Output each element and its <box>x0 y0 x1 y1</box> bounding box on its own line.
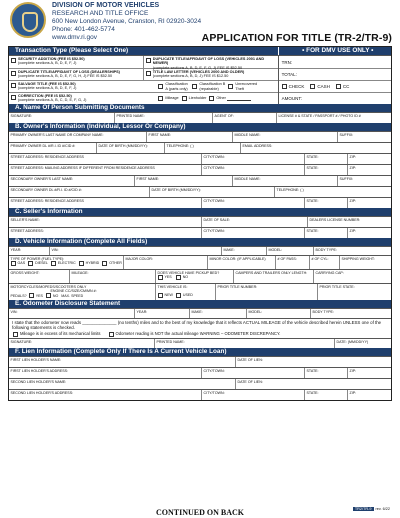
checkbox[interactable] <box>158 84 163 89</box>
section-d-bar: D. Vehicle Information (Complete All Fields) <box>9 238 391 246</box>
correction-mileage[interactable] <box>158 96 178 102</box>
trn-label: TRN: <box>281 59 293 65</box>
option-label: Unrecovered Theft <box>235 82 258 91</box>
b-row-primary-name <box>9 131 391 142</box>
moto-label: MOTORCYCLES/MOPEDS/SCOOTERS ONLY <box>10 284 87 289</box>
checkbox[interactable] <box>28 261 33 266</box>
field-zip[interactable]: ZIP: <box>347 390 391 400</box>
field-first-lien-date[interactable]: DATE OF LIEN: <box>235 357 391 367</box>
option-label: YES <box>164 275 172 280</box>
field-fuel-type <box>9 256 123 269</box>
field-first-name[interactable]: FIRST NAME: <box>134 176 232 186</box>
odometer-excess[interactable] <box>13 331 101 337</box>
fee-sub: (complete sections A, B, D, E, F, G, J) FEE IS $52.50 <box>152 65 243 70</box>
fuel-options <box>11 261 122 267</box>
field-camper-length[interactable]: CAMPERS AND TRAILERS ONLY LENGTH: <box>233 270 313 283</box>
fee-sub: (complete sections A, B, D, J) FEE IS $12.50 <box>152 74 229 79</box>
option-label: Odometer reading is NOT the actual mileage WARNING – ODOMETER DISCREPANCY. <box>115 330 281 336</box>
c-row-address <box>9 227 391 238</box>
field-suffix[interactable]: SUFFIX: <box>337 176 391 186</box>
field-agent-of[interactable]: AGENT OF: <box>212 113 276 123</box>
field-date-of-sale[interactable]: DATE OF SALE: <box>201 217 307 227</box>
fee-sub: (complete sections A, B, D, E, F, J) <box>18 86 77 91</box>
field-primary-dob[interactable]: DATE OF BIRTH (MM/DD/YY): <box>96 143 164 153</box>
field-first-name[interactable]: FIRST NAME: <box>146 132 232 142</box>
field-motorcycle <box>9 284 155 300</box>
field-printed-name[interactable]: PRINTED NAME: <box>154 339 334 348</box>
e-row-vehicle <box>9 308 391 318</box>
option-label: Mileage <box>165 96 179 101</box>
section-e-bar: E. Odometer Disclosure Statement <box>9 300 391 308</box>
vehicle-is-label: THIS VEHICLE IS: <box>157 284 188 289</box>
field-state[interactable]: STATE: <box>304 228 347 238</box>
checkbox[interactable] <box>146 71 151 76</box>
option-label: Other <box>216 96 226 101</box>
checkbox[interactable] <box>158 96 163 101</box>
field-gross-weight[interactable]: GROSS WEIGHT: <box>10 270 40 275</box>
pay-check[interactable] <box>282 84 305 90</box>
field-secondary-dl[interactable]: SECONDARY OWNER DL #/R.I. ID #/CID #: <box>10 187 82 192</box>
moto-pedals <box>11 293 154 299</box>
option-label: OTHER <box>109 261 122 266</box>
option-label: NO <box>182 275 189 280</box>
correction-options <box>156 93 277 104</box>
checkbox[interactable] <box>29 293 34 298</box>
field-primary-telephone[interactable]: TELEPHONE: ( ) <box>164 143 240 153</box>
b-row-residence <box>9 153 391 164</box>
b-row-secondary-name <box>9 175 391 186</box>
option-label: HYBRID <box>85 261 100 266</box>
field-vin[interactable]: VIN: <box>49 247 221 255</box>
transaction-bar: Transaction Type (Please Select One) <box>9 47 278 55</box>
e-row-signature <box>9 338 391 348</box>
field-state[interactable]: STATE: <box>304 165 347 175</box>
checkbox[interactable] <box>11 261 16 266</box>
salvage-class-a[interactable] <box>158 82 189 91</box>
checkbox[interactable] <box>13 332 18 337</box>
option-label: GAS <box>17 261 26 266</box>
d-row-1 <box>9 246 391 255</box>
field-make[interactable]: MAKE: <box>189 309 246 318</box>
field-secondary-last-name[interactable]: SECONDARY OWNER'S LAST NAME: <box>10 176 74 181</box>
field-zip[interactable]: ZIP: <box>347 198 391 208</box>
form-revision: rev. 6/22 <box>375 507 390 511</box>
field-prior-title-state[interactable]: PRIOR TITLE STATE: <box>317 284 391 300</box>
correction-other[interactable] <box>209 96 251 102</box>
fee-option-dealership[interactable] <box>9 69 143 80</box>
field-vin[interactable]: VIN: <box>10 309 18 314</box>
amount-label: AMOUNT: <box>281 96 302 101</box>
field-body-type[interactable]: BODY TYPE: <box>310 309 391 318</box>
checkbox[interactable] <box>158 293 163 298</box>
fuel-gas[interactable] <box>11 261 26 267</box>
field-city[interactable]: CITY/TOWN: <box>201 390 304 400</box>
fee-row <box>9 92 278 104</box>
d-row-4 <box>9 283 391 300</box>
pay-cc[interactable] <box>336 84 350 90</box>
fee-sub: (complete sections A, B, D, E, F, G, H, J) FEE IS $52.50 <box>18 74 113 79</box>
field-middle-name[interactable]: MIDDLE NAME: <box>232 132 337 142</box>
state-seal-logo <box>10 2 46 38</box>
checkbox[interactable] <box>11 95 16 100</box>
dmv-trn <box>279 56 391 68</box>
fee-label: SALVAGE TITLE (FEE IS $52.50) <box>18 82 76 86</box>
option-label: Lienholder <box>188 96 207 101</box>
pedals-no[interactable] <box>46 293 58 299</box>
field-city[interactable]: CITY/TOWN: <box>201 165 304 175</box>
fee-label: TITLE LAW LETTER (VEHICLES 2000 AND OLDER) <box>152 70 245 74</box>
transaction-types <box>9 55 391 104</box>
field-prior-title-number[interactable]: PRIOR TITLE NUMBER: <box>215 284 317 300</box>
field-zip[interactable]: ZIP: <box>347 165 391 175</box>
agency-office: RESEARCH AND TITLE OFFICE <box>52 10 149 17</box>
dmv-use-box <box>278 56 391 104</box>
checkbox[interactable] <box>46 293 51 298</box>
checkbox[interactable] <box>192 84 197 89</box>
salvage-class-b[interactable] <box>192 82 225 91</box>
checkbox[interactable] <box>209 96 214 101</box>
field-secondary-telephone[interactable]: TELEPHONE: ( ) <box>274 187 391 197</box>
form-frame <box>8 46 392 401</box>
b-row-secondary-id <box>9 186 391 197</box>
field-state[interactable]: STATE: <box>304 390 347 400</box>
checkbox[interactable] <box>176 275 181 280</box>
form-number <box>353 507 390 511</box>
fuel-electric[interactable] <box>51 261 76 267</box>
d-row-3 <box>9 269 391 283</box>
section-c-bar: C. Seller's Information <box>9 208 391 216</box>
odometer-options <box>9 330 391 338</box>
f-row-second-address <box>9 389 391 400</box>
transaction-bar-row <box>9 47 391 55</box>
field-state[interactable]: STATE: <box>304 154 347 164</box>
form-title: APPLICATION FOR TITLE (TR-2/TR-9) <box>201 32 392 44</box>
field-signature[interactable]: SIGNATURE: <box>10 113 33 118</box>
agency-website: www.dmv.ri.gov <box>52 34 98 41</box>
agency-name: DIVISION OF MOTOR VEHICLES <box>52 2 160 9</box>
pickup-no[interactable] <box>176 275 188 281</box>
cc-label: CC <box>342 84 350 89</box>
option-label: NO <box>52 293 59 298</box>
checkbox[interactable] <box>51 261 56 266</box>
field-make[interactable]: MAKE: <box>221 247 266 255</box>
field-second-lien-date[interactable]: DATE OF LIEN: <box>235 379 391 389</box>
field-state[interactable]: STATE: <box>304 368 347 378</box>
section-f-bar: F. Lien Information (Complete Only If There Is A Current Vehicle Loan) <box>9 348 391 356</box>
field-license-id[interactable]: LICENSE # & STATE / PASSPORT # / PHOTO ID # <box>276 113 391 123</box>
f-row-first-address <box>9 367 391 378</box>
fee-label: SECURITY ADDITION (FEE IS $52.50) <box>18 57 85 61</box>
field-cylinders[interactable]: # OF CYL: <box>309 256 339 269</box>
field-zip[interactable]: ZIP: <box>347 154 391 164</box>
correction-lienholder[interactable] <box>182 96 207 102</box>
fuel-label: TYPE OF POWER (FUEL TYPE): <box>10 256 65 261</box>
fee-options <box>9 56 278 104</box>
checkbox[interactable] <box>158 275 163 280</box>
field-major-color[interactable]: MAJOR COLOR: <box>123 256 207 269</box>
field-email[interactable]: EMAIL ADDRESS: <box>240 143 391 153</box>
field-city[interactable]: CITY/TOWN: <box>201 154 304 164</box>
pay-cash[interactable] <box>310 84 330 90</box>
max-speed-label[interactable]: MAX. SPEED <box>61 293 84 298</box>
field-primary-last-name[interactable]: PRIMARY OWNER'S LAST NAME OR COMPANY NAME: <box>10 132 104 137</box>
field-street-mailing[interactable]: STREET ADDRESS: MAILING ADDRESS IF DIFFERENT FROM RESIDENCE ADDRESS <box>10 165 155 170</box>
header <box>8 2 392 45</box>
field-mileage[interactable]: MILEAGE: <box>69 270 155 283</box>
dmv-payment <box>279 80 391 92</box>
check-label: CHECK <box>288 84 305 89</box>
field-suffix[interactable]: SUFFIX: <box>337 132 391 142</box>
salvage-unrecovered[interactable] <box>228 82 259 91</box>
checkbox[interactable] <box>176 293 181 298</box>
checkbox[interactable] <box>146 58 151 63</box>
field-first-lien-name[interactable]: FIRST LIEN HOLDER'S NAME: <box>10 357 62 362</box>
dmv-amount <box>279 92 391 104</box>
field-pickup-bed <box>155 270 233 283</box>
field-signature[interactable]: SIGNATURE: <box>10 339 33 344</box>
field-year[interactable]: YEAR: <box>10 247 22 252</box>
vehicle-is-options <box>158 293 214 299</box>
section-a-bar: A. Name Of Person Submitting Documents <box>9 104 391 112</box>
field-state[interactable]: STATE: <box>304 198 347 208</box>
fuel-hybrid[interactable] <box>79 261 100 267</box>
fee-sub: (complete sections A, B, C, D, E, F, G, J) <box>18 98 87 103</box>
fee-label: CORRECTION (FEE IS $52.50) <box>18 94 72 98</box>
dmv-total <box>279 68 391 80</box>
continued-on-back: CONTINUED ON BACK <box>155 508 244 517</box>
vehicle-used[interactable] <box>176 293 193 299</box>
option-label: NEW <box>164 293 173 298</box>
option-label: Mileage is in excess of its mechanical limits <box>20 330 101 336</box>
field-secondary-dob[interactable]: DATE OF BIRTH (MM/DD/YY): <box>149 187 274 197</box>
pedals-label: PEDALS? <box>10 293 27 298</box>
field-passengers[interactable]: # OF PASS: <box>275 256 309 269</box>
field-zip[interactable]: ZIP: <box>347 368 391 378</box>
option-label: Classification B (repairable) <box>199 82 226 91</box>
checkbox[interactable] <box>310 84 315 89</box>
field-street-residence[interactable]: STREET ADDRESS: RESIDENCE ADDRESS <box>10 198 84 203</box>
field-carrying-cap[interactable]: CARRYING CAP: <box>313 270 391 283</box>
checkbox[interactable] <box>336 84 341 89</box>
vehicle-new[interactable] <box>158 293 173 299</box>
field-model[interactable]: MODEL: <box>266 247 313 255</box>
agency-block <box>52 2 201 42</box>
b-row-mailing <box>9 164 391 175</box>
fee-option-correction[interactable] <box>9 93 156 104</box>
checkbox[interactable] <box>282 84 287 89</box>
pedals-yes[interactable] <box>29 293 43 299</box>
fee-option-salvage[interactable] <box>9 81 156 92</box>
fuel-other[interactable] <box>102 261 122 267</box>
fee-option-security[interactable] <box>9 56 143 68</box>
field-vehicle-is <box>155 284 215 300</box>
agency-address: 600 New London Avenue, Cranston, RI 02920-3024 <box>52 18 202 25</box>
pickup-yes[interactable] <box>158 275 172 281</box>
field-second-lien-name[interactable]: SECOND LIEN HOLDER'S NAME: <box>10 379 67 384</box>
fee-sub: (complete sections A, B, D, E, F, J) <box>18 61 77 66</box>
field-street-address[interactable]: STREET ADDRESS: <box>10 228 44 233</box>
checkbox[interactable] <box>228 84 233 89</box>
checkbox[interactable] <box>109 332 114 337</box>
agency-phone: Phone: 401-462-5774 <box>52 26 115 33</box>
salvage-classes <box>156 81 277 92</box>
option-label: DIESEL <box>35 261 48 266</box>
b-row-secondary-residence <box>9 197 391 208</box>
field-middle-name[interactable]: MIDDLE NAME: <box>232 176 337 186</box>
fuel-diesel[interactable] <box>28 261 48 267</box>
fee-row <box>9 80 278 92</box>
field-year[interactable]: YEAR: <box>134 309 189 318</box>
section-b-bar: B. Owner's Information (Individual, Lessor Or Company) <box>9 123 391 131</box>
field-seller-name[interactable]: SELLER'S NAME: <box>10 217 40 222</box>
fee-label: DUPLICATE TITLE/AFFIDAVIT OF LOSS (VEHICLES 2001 AND NEWER) <box>152 57 265 66</box>
total-label: TOTAL: <box>281 72 297 77</box>
field-shipping-weight[interactable]: SHIPPING WEIGHT: <box>339 256 391 269</box>
option-label: Classification A (parts only) <box>165 82 188 91</box>
field-city[interactable]: CITY/TOWN: <box>201 368 304 378</box>
field-city[interactable]: CITY/TOWN: <box>201 228 304 238</box>
field-primary-dl[interactable]: PRIMARY OWNER DL #/R.I. ID #/CID #: <box>10 143 76 148</box>
cash-label: CASH <box>317 84 330 89</box>
checkbox[interactable] <box>11 71 16 76</box>
f-row-first-name <box>9 356 391 367</box>
fee-row <box>9 56 278 68</box>
fee-option-title-law-letter[interactable] <box>143 69 278 80</box>
odometer-statement: I state that the odometer now reads ______________ (no tenths) miles and to the best of my knowledge that it reflects ACTUAL MILEAGE of the vehicle described herein UNLESS one of the following statements is checked. <box>9 318 391 330</box>
odometer-not-actual[interactable] <box>109 331 281 337</box>
dmv-use-bar: • FOR DMV USE ONLY • <box>278 47 391 55</box>
section-a-row <box>9 112 391 123</box>
fee-option-duplicate[interactable] <box>143 56 278 68</box>
field-dealer-license[interactable]: DEALERS LICENSE NUMBER: <box>307 217 391 227</box>
c-row-seller <box>9 216 391 227</box>
field-second-lien-address[interactable]: SECOND LIEN HOLDER'S ADDRESS: <box>10 390 74 395</box>
other-line[interactable] <box>227 97 251 101</box>
option-label: USED <box>182 293 193 298</box>
checkbox[interactable] <box>11 83 16 88</box>
d-row-2 <box>9 255 391 269</box>
moto-cc-label[interactable]: ENGINE CC/SIZE/CM/MN #: <box>50 288 97 293</box>
checkbox[interactable] <box>11 58 16 63</box>
field-body-type[interactable]: BODY TYPE: <box>313 247 391 255</box>
field-model[interactable]: MODEL: <box>246 309 310 318</box>
b-row-primary-id <box>9 142 391 153</box>
field-zip[interactable]: ZIP: <box>347 228 391 238</box>
field-printed-name[interactable]: PRINTED NAME: <box>114 113 212 123</box>
pickup-label: DOES VEHICLE HAVE PICKUP BED? <box>157 270 220 275</box>
field-minor-color[interactable]: MINOR COLOR: (IF APPLICABLE) <box>207 256 275 269</box>
checkbox[interactable] <box>182 96 187 101</box>
f-row-second-name <box>9 378 391 389</box>
checkbox[interactable] <box>102 261 107 266</box>
checkbox[interactable] <box>79 261 84 266</box>
fee-label: DUPLICATE TITLE/AFFIDAVIT OF LOSS (DEALERSHIPS) <box>18 70 120 74</box>
field-street-residence[interactable]: STREET ADDRESS: RESIDENCE ADDRESS <box>10 154 84 159</box>
form-code: TR2/TR-9 <box>354 507 372 511</box>
field-first-lien-address[interactable]: FIRST LIEN HOLDER'S ADDRESS: <box>10 368 69 373</box>
option-label: YES <box>35 293 43 298</box>
field-date[interactable]: DATE: (MM/DD/YY) <box>334 339 391 348</box>
field-city[interactable]: CITY/TOWN: <box>201 198 304 208</box>
option-label: ELECTRIC <box>57 261 76 266</box>
